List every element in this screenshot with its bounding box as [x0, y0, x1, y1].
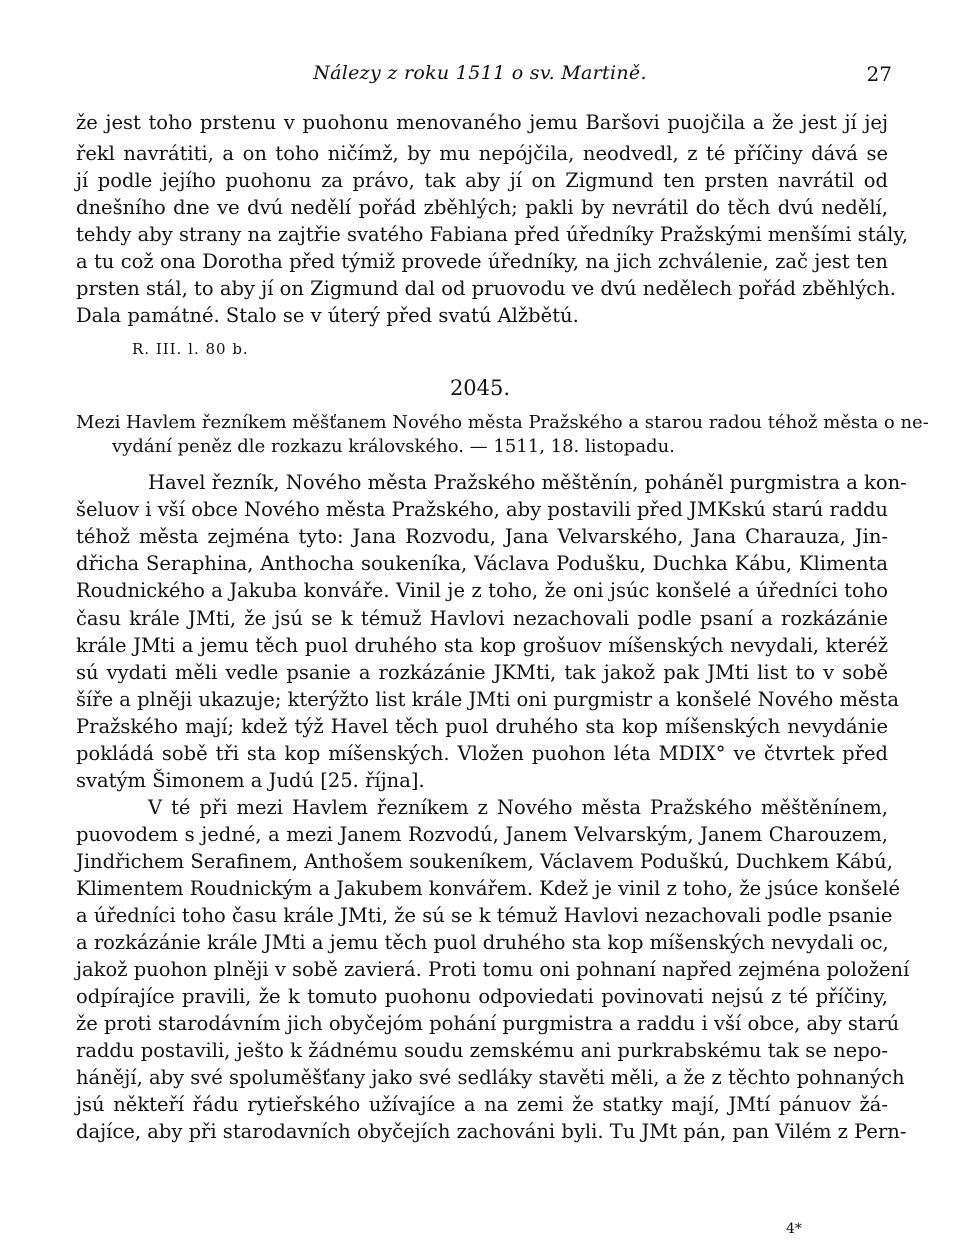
- text-line: Dala památné. Stalo se v úterý před svatú Alžbětú.: [76, 304, 579, 327]
- text-line: Roudnického a Jakuba konváře. Vinil je z toho, že oni jsúc konšelé a úředníci toho: [76, 579, 888, 602]
- text-line: Jindřichem Serafinem, Anthošem soukeníkem, Václavem Poduškú, Duchkem Kábú,: [76, 850, 893, 873]
- summary-line: Mezi Havlem řezníkem měšťanem Nového města Pražského a starou radou téhož města o ne-: [76, 412, 929, 433]
- text-line: prsten stál, to aby jí on Zigmund dal od pruovodu ve dvú nedělech pořád zběhlých.: [76, 277, 896, 300]
- text-line: dnešního dne ve dvú nedělí pořád zběhlých; pakli by nevrátil do těch dvú nedělí,: [76, 196, 888, 219]
- text-line: V té při mezi Havlem řezníkem z Nového města Pražského měštěnínem,: [148, 796, 888, 819]
- text-line: Pražského mají; kdež týž Havel těch puol druhého sta kop míšenských nevydánie: [76, 715, 888, 738]
- text-line: puovodem s jedné, a mezi Janem Rozvodú, Janem Velvarským, Janem Charouzem,: [76, 823, 888, 846]
- text-line: sú vydati měli vedle psanie a rozkázánie JKMti, tak jakož pak JMti list to v sobě: [76, 661, 888, 684]
- summary-line: vydání peněz dle rozkazu královského. — 1511, 18. listopadu.: [112, 436, 675, 457]
- running-head: [0, 62, 960, 88]
- text-line: a rozkázánie krále JMti a jemu těch puol druhého sta kop míšenských nevydali oc,: [76, 931, 889, 954]
- text-line: a tu což ona Dorotha před týmiž provede úředníky, na jich zchválenie, zač jest ten: [76, 250, 888, 273]
- running-title: Nálezy z roku 1511 o sv. Martině.: [313, 62, 647, 84]
- page-number: 27: [866, 62, 892, 86]
- text-line: raddu postavili, ješto k žádnému soudu zemskému ani purkrabskému tak se nepo-: [76, 1039, 888, 1062]
- text-line: hánějí, aby své spoluměšťany jako své sedláky stavěti měli, a že z těchto pohnaných: [76, 1066, 905, 1089]
- text-line: jsú někteří řádu rytieřského užívajíce a na zemi že statky mají, JMtí pánuov žá-: [76, 1093, 888, 1116]
- text-line: Havel řezník, Nového města Pražského měštěnín, poháněl purgmistra a kon-: [148, 471, 907, 494]
- text-line: jakož puohon plněji v sobě zavierá. Proti tomu oni pohnaní napřed zejména položení: [76, 958, 910, 981]
- text-line: svatým Šimonem a Judú [25. října].: [76, 769, 425, 792]
- text-line: řekl navrátiti, a on toho ničímž, by mu nepójčila, neodvedl, z té příčiny dává se: [76, 142, 888, 165]
- text-line: dajíce, aby při starodavních obyčejích zachováni byli. Tu JMt pán, pan Vilém z Pern-: [76, 1120, 907, 1143]
- text-line: šíře a plněji ukazuje; kterýžto list krále JMti oni purgmistr a konšelé Nového města: [76, 688, 899, 711]
- text-line: a úředníci toho času krále JMti, že sú se k témuž Havlovi nezachovali podle psanie: [76, 904, 893, 927]
- text-line: odpírajíce pravili, že k tomuto puohonu odpoviedati povinovati nejsú z té příčiny,: [76, 985, 888, 1008]
- archive-signature: R. III. l. 80 b.: [132, 340, 249, 358]
- text-line: tehdy aby strany na zajtřie svatého Fabiana před úředníky Pražskými menšími stály,: [76, 223, 909, 246]
- text-line: že jest toho prstenu v puohonu menovaného jemu Baršovi puojčila a že jest jí jej: [76, 111, 888, 134]
- text-line: dřicha Seraphina, Anthocha soukeníka, Václava Podušku, Duchka Kábu, Klimenta: [76, 552, 888, 575]
- document-number: 2045.: [449, 376, 511, 400]
- text-line: Klimentem Roudnickým a Jakubem konvářem. Kdež je vinil z toho, že jsúce konšelé: [76, 877, 901, 900]
- text-line: pokládá sobě tři sta kop míšenských. Vložen puohon léta MDIX° ve čtvrtek před: [76, 742, 888, 765]
- text-line: krále JMti a jemu těch puol druhého sta kop grošuov míšenských nevydali, kteréž: [76, 634, 888, 657]
- signature-mark: 4*: [786, 1221, 802, 1237]
- text-line: času krále JMti, že jsú se k témuž Havlovi nezachovali podle psaní a rozkázánie: [76, 607, 888, 630]
- text-line: šeluov i vší obce Nového města Pražského, aby postavili před JMKskú starú raddu: [76, 498, 888, 521]
- text-line: že proti starodávním jich obyčejóm pohání purgmistra a raddu i vší obce, aby starú: [76, 1012, 900, 1035]
- text-line: jí podle jejího puohonu za právo, tak aby jí on Zigmund ten prsten navrátil od: [76, 169, 888, 192]
- text-line: téhož města zejména tyto: Jana Rozvodu, Jana Velvarského, Jana Charauza, Jin-: [76, 525, 888, 548]
